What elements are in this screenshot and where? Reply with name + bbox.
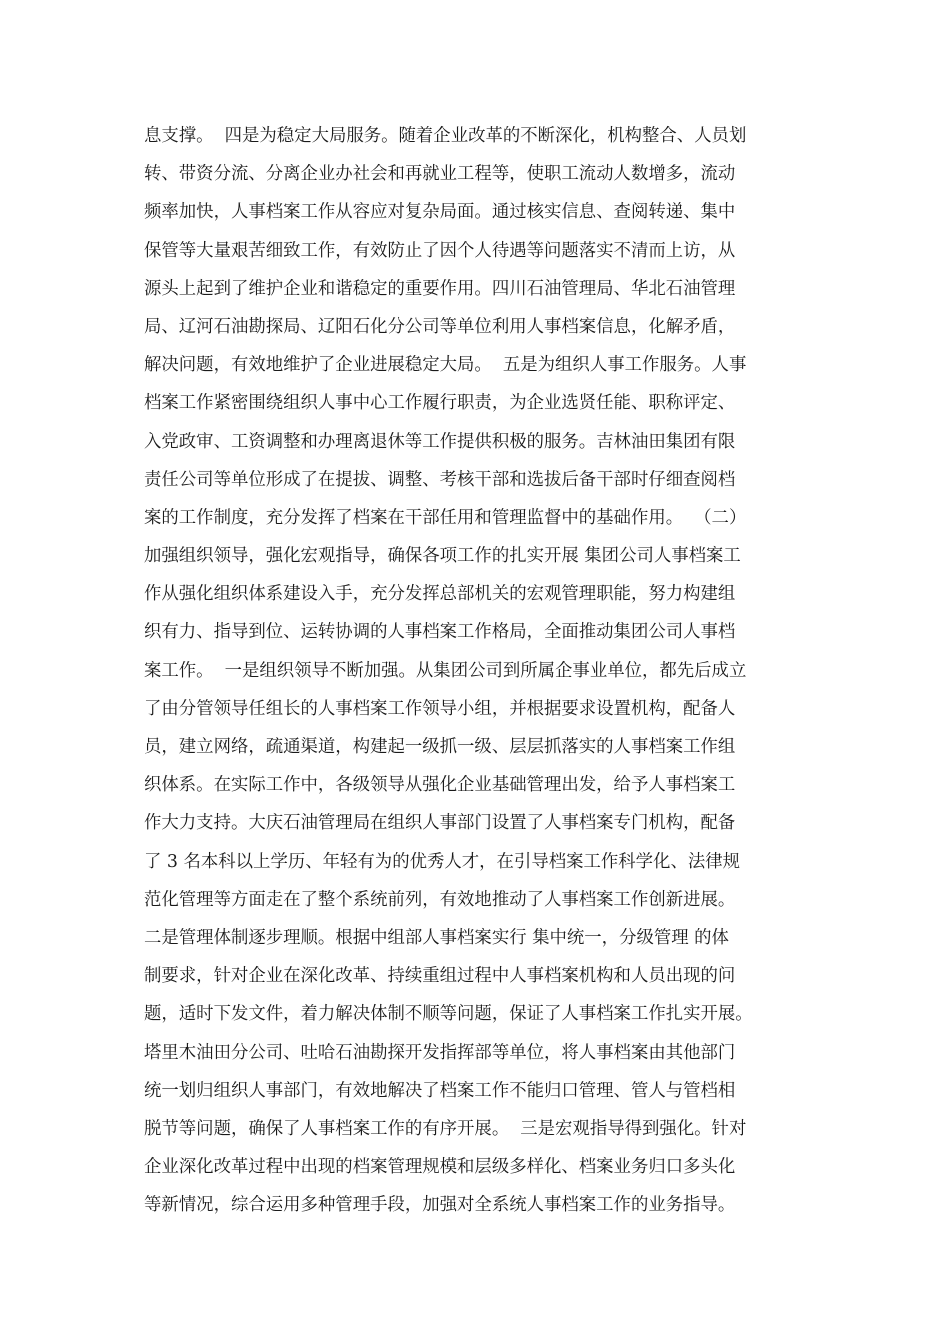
text-line: 保管等大量艰苦细致工作，有效防止了因个人待遇等问题落实不清而上访，从: [144, 240, 736, 261]
text-line: 脱节等问题，确保了人事档案工作的有序开展。 三是宏观指导得到强化。针对: [144, 1118, 747, 1139]
text-line: 塔里木油田分公司、吐哈石油勘探开发指挥部等单位，将人事档案由其他部门: [144, 1042, 736, 1063]
text-line: 了由分管领导任组长的人事档案工作领导小组，并根据要求设置机构，配备人: [144, 698, 736, 719]
text-line: 题，适时下发文件，着力解决体制不顺等问题，保证了人事档案工作扎实开展。: [144, 1004, 753, 1025]
text-line: 解决问题，有效地维护了企业进展稳定大局。 五是为组织人事工作服务。人事: [144, 355, 747, 376]
text-line: 二是管理体制逐步理顺。根据中组部人事档案实行 集中统一，分级管理 的体: [144, 927, 729, 948]
text-line: 档案工作紧密围绕组织人事中心工作履行职责，为企业选贤任能、职称评定、: [144, 393, 736, 414]
text-line: 员，建立网络，疏通渠道，构建起一级抓一级、层层抓落实的人事档案工作组: [144, 737, 736, 757]
text-line: 织体系。在实际工作中，各级领导从强化企业基础管理出发，给予人事档案工: [144, 775, 736, 796]
text-line: 频率加快，人事档案工作从容应对复杂局面。通过核实信息、查阅转递、集中: [144, 202, 736, 223]
text-line: 了 3 名本科以上学历、年轻有为的优秀人才，在引导档案工作科学化、法律规: [144, 851, 741, 872]
text-line: 入党政审、工资调整和办理离退休等工作提供积极的服务。吉林油田集团有限: [144, 431, 736, 452]
text-line: 作从强化组织体系建设入手，充分发挥总部机关的宏观管理职能，努力构建组: [144, 584, 736, 605]
text-line: 责任公司等单位形成了在提拔、调整、考核干部和选拔后备干部时仔细查阅档: [144, 469, 736, 490]
text-line: 织有力、指导到位、运转协调的人事档案工作格局，全面推动集团公司人事档: [144, 622, 736, 643]
text-line: 转、带资分流、分离企业办社会和再就业工程等，使职工流动人数增多，流动: [144, 164, 736, 185]
text-line: 加强组织领导，强化宏观指导，确保各项工作的扎实开展 集团公司人事档案工: [144, 546, 741, 567]
text-line: 等新情况，综合运用多种管理手段，加强对全系统人事档案工作的业务指导。: [144, 1195, 736, 1216]
text-line: 局、辽河石油勘探局、辽阳石化分公司等单位利用人事档案信息，化解矛盾，: [144, 316, 736, 337]
text-line: 案工作。 一是组织领导不断加强。从集团公司到所属企事业单位，都先后成立: [144, 660, 747, 681]
text-line: 源头上起到了维护企业和谐稳定的重要作用。四川石油管理局、华北石油管理: [144, 278, 736, 299]
text-line: 范化管理等方面走在了整个系统前列，有效地推动了人事档案工作创新进展。: [144, 889, 736, 910]
document-page: [144, 117, 808, 1224]
text-line: 统一划归组织人事部门，有效地解决了档案工作不能归口管理、管人与管档相: [144, 1080, 736, 1101]
text-line: 企业深化改革过程中出现的档案管理规模和层级多样化、档案业务归口多头化: [144, 1157, 736, 1178]
text-line: 制要求，针对企业在深化改革、持续重组过程中人事档案机构和人员出现的问: [144, 966, 736, 987]
text-line: 作大力支持。大庆石油管理局在组织人事部门设置了人事档案专门机构，配备: [144, 813, 736, 834]
text-line: 息支撑。 四是为稳定大局服务。随着企业改革的不断深化，机构整合、人员划: [144, 126, 747, 146]
text-line: 案的工作制度，充分发挥了档案在干部任用和管理监督中的基础作用。 （二）: [144, 507, 747, 528]
